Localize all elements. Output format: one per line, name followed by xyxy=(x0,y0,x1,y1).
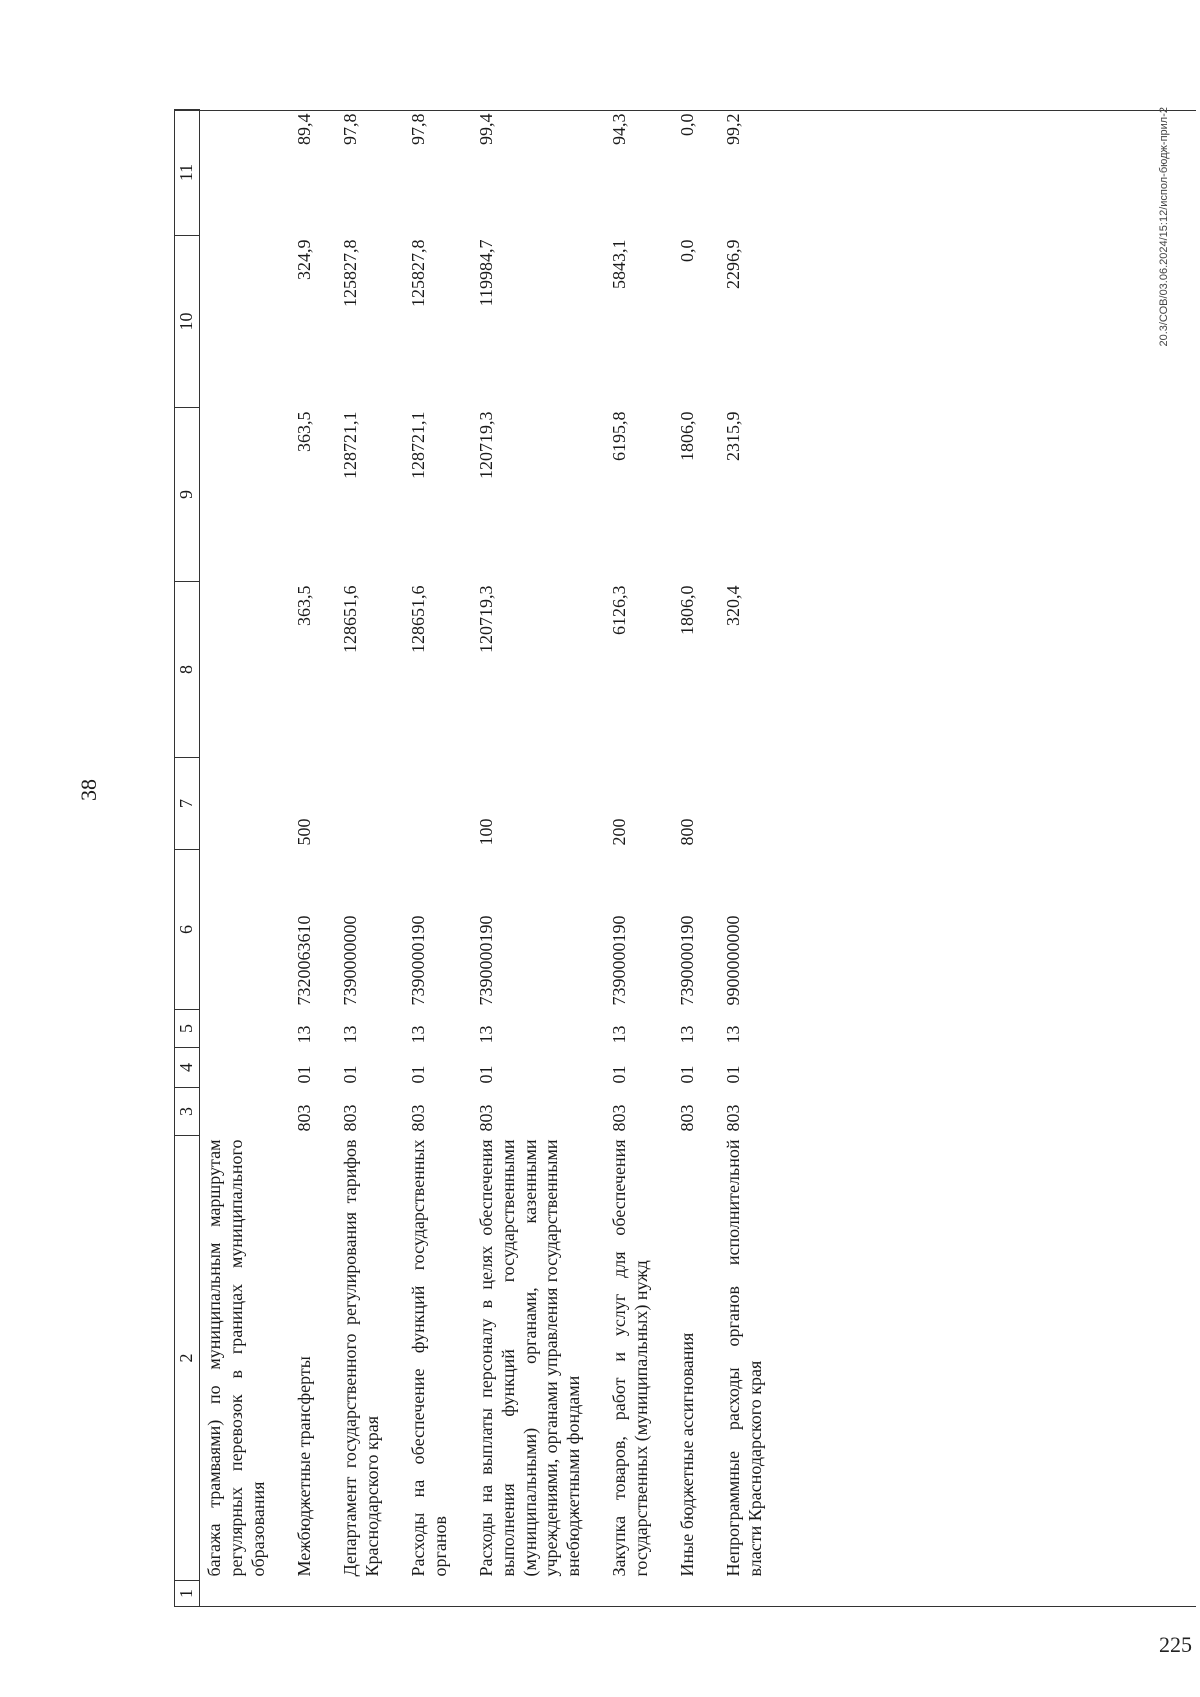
cell-col-11: 0,0 xyxy=(677,113,698,136)
cell-col-7: 800 xyxy=(677,818,698,846)
cell-col-4: 01 xyxy=(407,1065,428,1084)
cell-col-4: 01 xyxy=(293,1065,314,1084)
page-number-top: 38 xyxy=(76,779,101,801)
cell-col-7 xyxy=(330,758,398,850)
table-row xyxy=(284,110,330,1607)
header-col-2: 2 xyxy=(175,1136,200,1581)
header-col-3: 3 xyxy=(175,1088,200,1136)
cell-col-5: 13 xyxy=(293,1025,314,1044)
cell-col-1 xyxy=(330,1581,398,1607)
cell-col-8: 363,5 xyxy=(293,585,314,626)
cell-col-5: 13 xyxy=(723,1025,744,1044)
cell-col-10: 125827,8 xyxy=(407,239,428,307)
cell-col-4: 01 xyxy=(475,1065,496,1084)
cell-col-9: 363,5 xyxy=(293,411,314,452)
cell-col-3: 803 xyxy=(609,1104,630,1132)
cell-col-8: 128651,6 xyxy=(407,585,428,653)
cell-col-7 xyxy=(398,758,466,850)
cell-col-11: 97,8 xyxy=(407,113,428,145)
cell-col-5: 13 xyxy=(609,1025,630,1044)
cell-col-1 xyxy=(599,1581,667,1607)
table-row xyxy=(713,110,781,1607)
cell-col-10: 119984,7 xyxy=(475,239,496,307)
cell-name: Департамент государственного регулирования тарифов Краснодарского края xyxy=(339,1139,382,1577)
cell-col-11: 99,4 xyxy=(475,113,496,145)
cell-col-9: 120719,3 xyxy=(475,411,496,479)
cell-name: багажа трамваями) по муниципальным маршрутам регулярных перевозок в границах муниципального образования xyxy=(204,1139,268,1577)
table-row xyxy=(398,110,466,1607)
cell-col-9: 1806,0 xyxy=(677,411,698,461)
cell-col-9: 2315,9 xyxy=(723,411,744,461)
cell-col-7: 500 xyxy=(293,818,314,846)
cell-col-5: 13 xyxy=(475,1025,496,1044)
cell-col-11 xyxy=(200,110,284,236)
cell-name: Закупка товаров, работ и услуг для обеспечения государственных (муниципальных) нужд xyxy=(609,1139,652,1577)
cell-col-5: 13 xyxy=(407,1025,428,1044)
cell-name: Иные бюджетные ассигнования xyxy=(677,1332,698,1577)
cell-col-11: 94,3 xyxy=(609,113,630,145)
cell-col-7 xyxy=(713,758,781,850)
cell-name: Межбюджетные трансферты xyxy=(293,1356,314,1577)
cell-col-1 xyxy=(466,1581,600,1607)
cell-col-6: 9900000000 xyxy=(723,915,744,1006)
cell-col-11: 97,8 xyxy=(339,113,360,145)
cell-col-8: 128651,6 xyxy=(339,585,360,653)
cell-col-4: 01 xyxy=(677,1065,698,1084)
table-row xyxy=(330,110,398,1607)
cell-col-8 xyxy=(200,582,284,758)
cell-col-6: 7390000000 xyxy=(339,915,360,1006)
table-row xyxy=(200,110,284,1607)
header-col-1: 1 xyxy=(175,1581,200,1607)
cell-col-1 xyxy=(200,1581,284,1607)
cell-col-4: 01 xyxy=(339,1065,360,1084)
cell-col-7: 100 xyxy=(475,818,496,846)
header-col-4: 4 xyxy=(175,1048,200,1088)
cell-col-1 xyxy=(398,1581,466,1607)
cell-col-8: 320,4 xyxy=(723,585,744,626)
cell-col-4: 01 xyxy=(723,1065,744,1084)
cell-col-7: 200 xyxy=(609,818,630,846)
cell-col-5 xyxy=(200,1010,284,1048)
cell-col-11: 99,2 xyxy=(723,113,744,145)
cell-col-1 xyxy=(713,1581,781,1607)
cell-col-3 xyxy=(200,1088,284,1136)
cell-col-10: 5843,1 xyxy=(609,239,630,289)
cell-col-1 xyxy=(284,1581,330,1607)
table-header-row xyxy=(175,110,200,1607)
cell-col-9: 128721,1 xyxy=(407,411,428,479)
cell-col-3: 803 xyxy=(407,1104,428,1132)
header-col-11: 11 xyxy=(175,110,200,236)
page-number-bottom: 225 xyxy=(1159,1632,1192,1657)
header-col-9: 9 xyxy=(175,408,200,582)
cell-col-10: 2296,9 xyxy=(723,239,744,289)
cell-name: Расходы на выплаты персоналу в целях обеспечения выполнения функций государственными (муниципальными) органами, казенными учреждениями, органами управления государственными внебюджетными фондами xyxy=(475,1139,584,1577)
cell-col-10: 324,9 xyxy=(293,239,314,280)
table-row xyxy=(667,110,713,1607)
table-row xyxy=(599,110,667,1607)
cell-col-5: 13 xyxy=(339,1025,360,1044)
cell-col-8: 120719,3 xyxy=(475,585,496,653)
cell-col-8: 6126,3 xyxy=(609,585,630,635)
cell-col-7 xyxy=(200,758,284,850)
cell-name: Непрограммные расходы органов исполнительной власти Краснодарского края xyxy=(723,1139,766,1577)
cell-col-10: 125827,8 xyxy=(339,239,360,307)
cell-col-9: 6195,8 xyxy=(609,411,630,461)
cell-col-10 xyxy=(200,236,284,408)
header-col-7: 7 xyxy=(175,758,200,850)
cell-col-3: 803 xyxy=(339,1104,360,1132)
cell-col-6: 7390000190 xyxy=(407,915,428,1006)
cell-col-9 xyxy=(200,408,284,582)
cell-col-5: 13 xyxy=(677,1025,698,1044)
cell-col-9: 128721,1 xyxy=(339,411,360,479)
cell-col-3: 803 xyxy=(475,1104,496,1132)
cell-col-6: 7390000190 xyxy=(609,915,630,1006)
budget-table xyxy=(174,109,781,1607)
header-col-6: 6 xyxy=(175,850,200,1010)
document-footer-code: 20.3/СОВ/03.06.2024/15:12/испол-бюдж-прил-2 xyxy=(1158,107,1170,347)
cell-col-10: 0,0 xyxy=(677,239,698,262)
cell-col-6: 7320063610 xyxy=(293,915,314,1006)
cell-col-3: 803 xyxy=(723,1104,744,1132)
cell-name: Расходы на обеспечение функций государственных органов xyxy=(407,1139,450,1577)
cell-col-3: 803 xyxy=(293,1104,314,1132)
cell-col-8: 1806,0 xyxy=(677,585,698,635)
cell-col-4 xyxy=(200,1048,284,1088)
cell-col-6: 7390000190 xyxy=(677,915,698,1006)
header-col-5: 5 xyxy=(175,1010,200,1048)
cell-col-6 xyxy=(200,850,284,1010)
header-col-10: 10 xyxy=(175,236,200,408)
table-row xyxy=(466,110,600,1607)
cell-col-4: 01 xyxy=(609,1065,630,1084)
cell-col-3: 803 xyxy=(677,1104,698,1132)
cell-col-1 xyxy=(667,1581,713,1607)
cell-col-11: 89,4 xyxy=(293,113,314,145)
header-col-8: 8 xyxy=(175,582,200,758)
cell-col-6: 7390000190 xyxy=(475,915,496,1006)
